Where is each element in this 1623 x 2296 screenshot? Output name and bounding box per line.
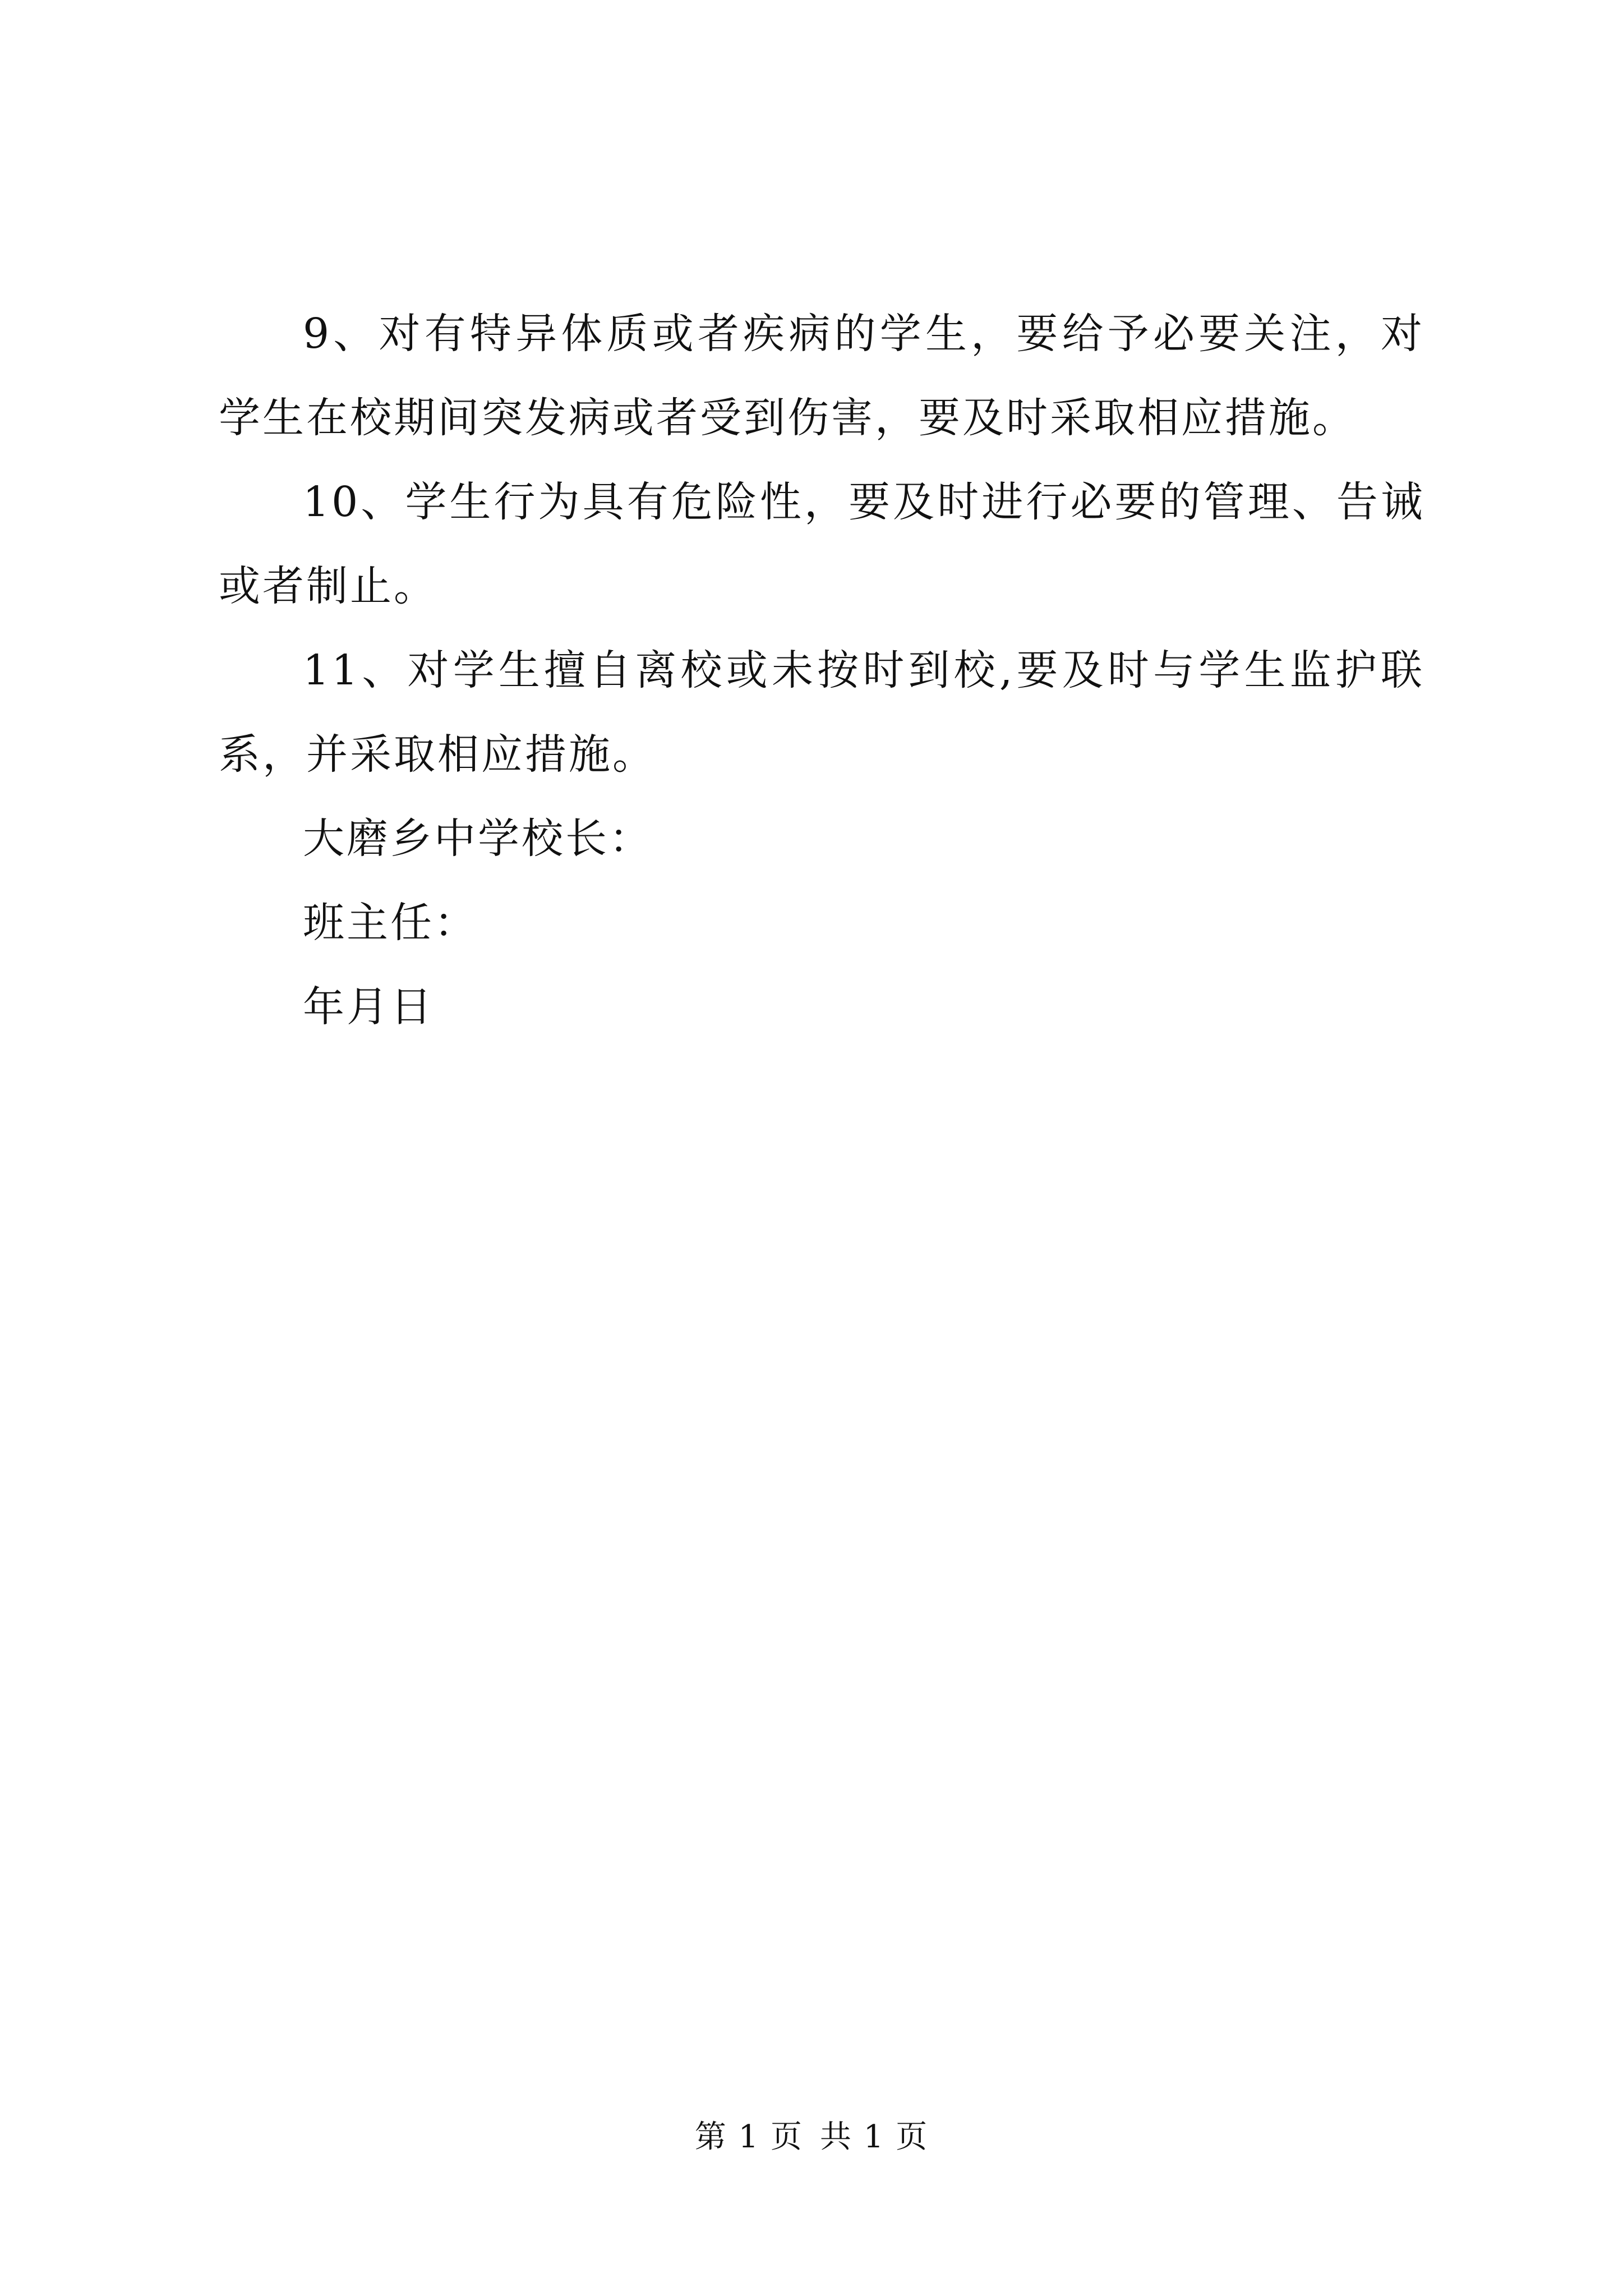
- signature-date: 年月日: [303, 983, 434, 1031]
- page-total: 共 1 页: [820, 2119, 929, 2155]
- page-footer: [0, 2115, 1623, 2160]
- paragraph-item-10: 10、学生行为具有危险性，要及时进行必要的管理、告诫或者制止。: [219, 478, 1424, 610]
- signature-principal: 大磨乡中学校长：: [303, 815, 653, 863]
- page-number: 第 1 页: [694, 2119, 803, 2155]
- signature-head-teacher: 班主任：: [303, 899, 478, 947]
- paragraph-item-11: 11、对学生擅自离校或未按时到校,要及时与学生监护联系，并采取相应措施。: [219, 646, 1424, 779]
- document-body: [219, 292, 1424, 1049]
- paragraph-item-9: 9、对有特异体质或者疾病的学生，要给予必要关注，对学生在校期间突发病或者受到伤害，要及时采取相应措施。: [219, 310, 1424, 442]
